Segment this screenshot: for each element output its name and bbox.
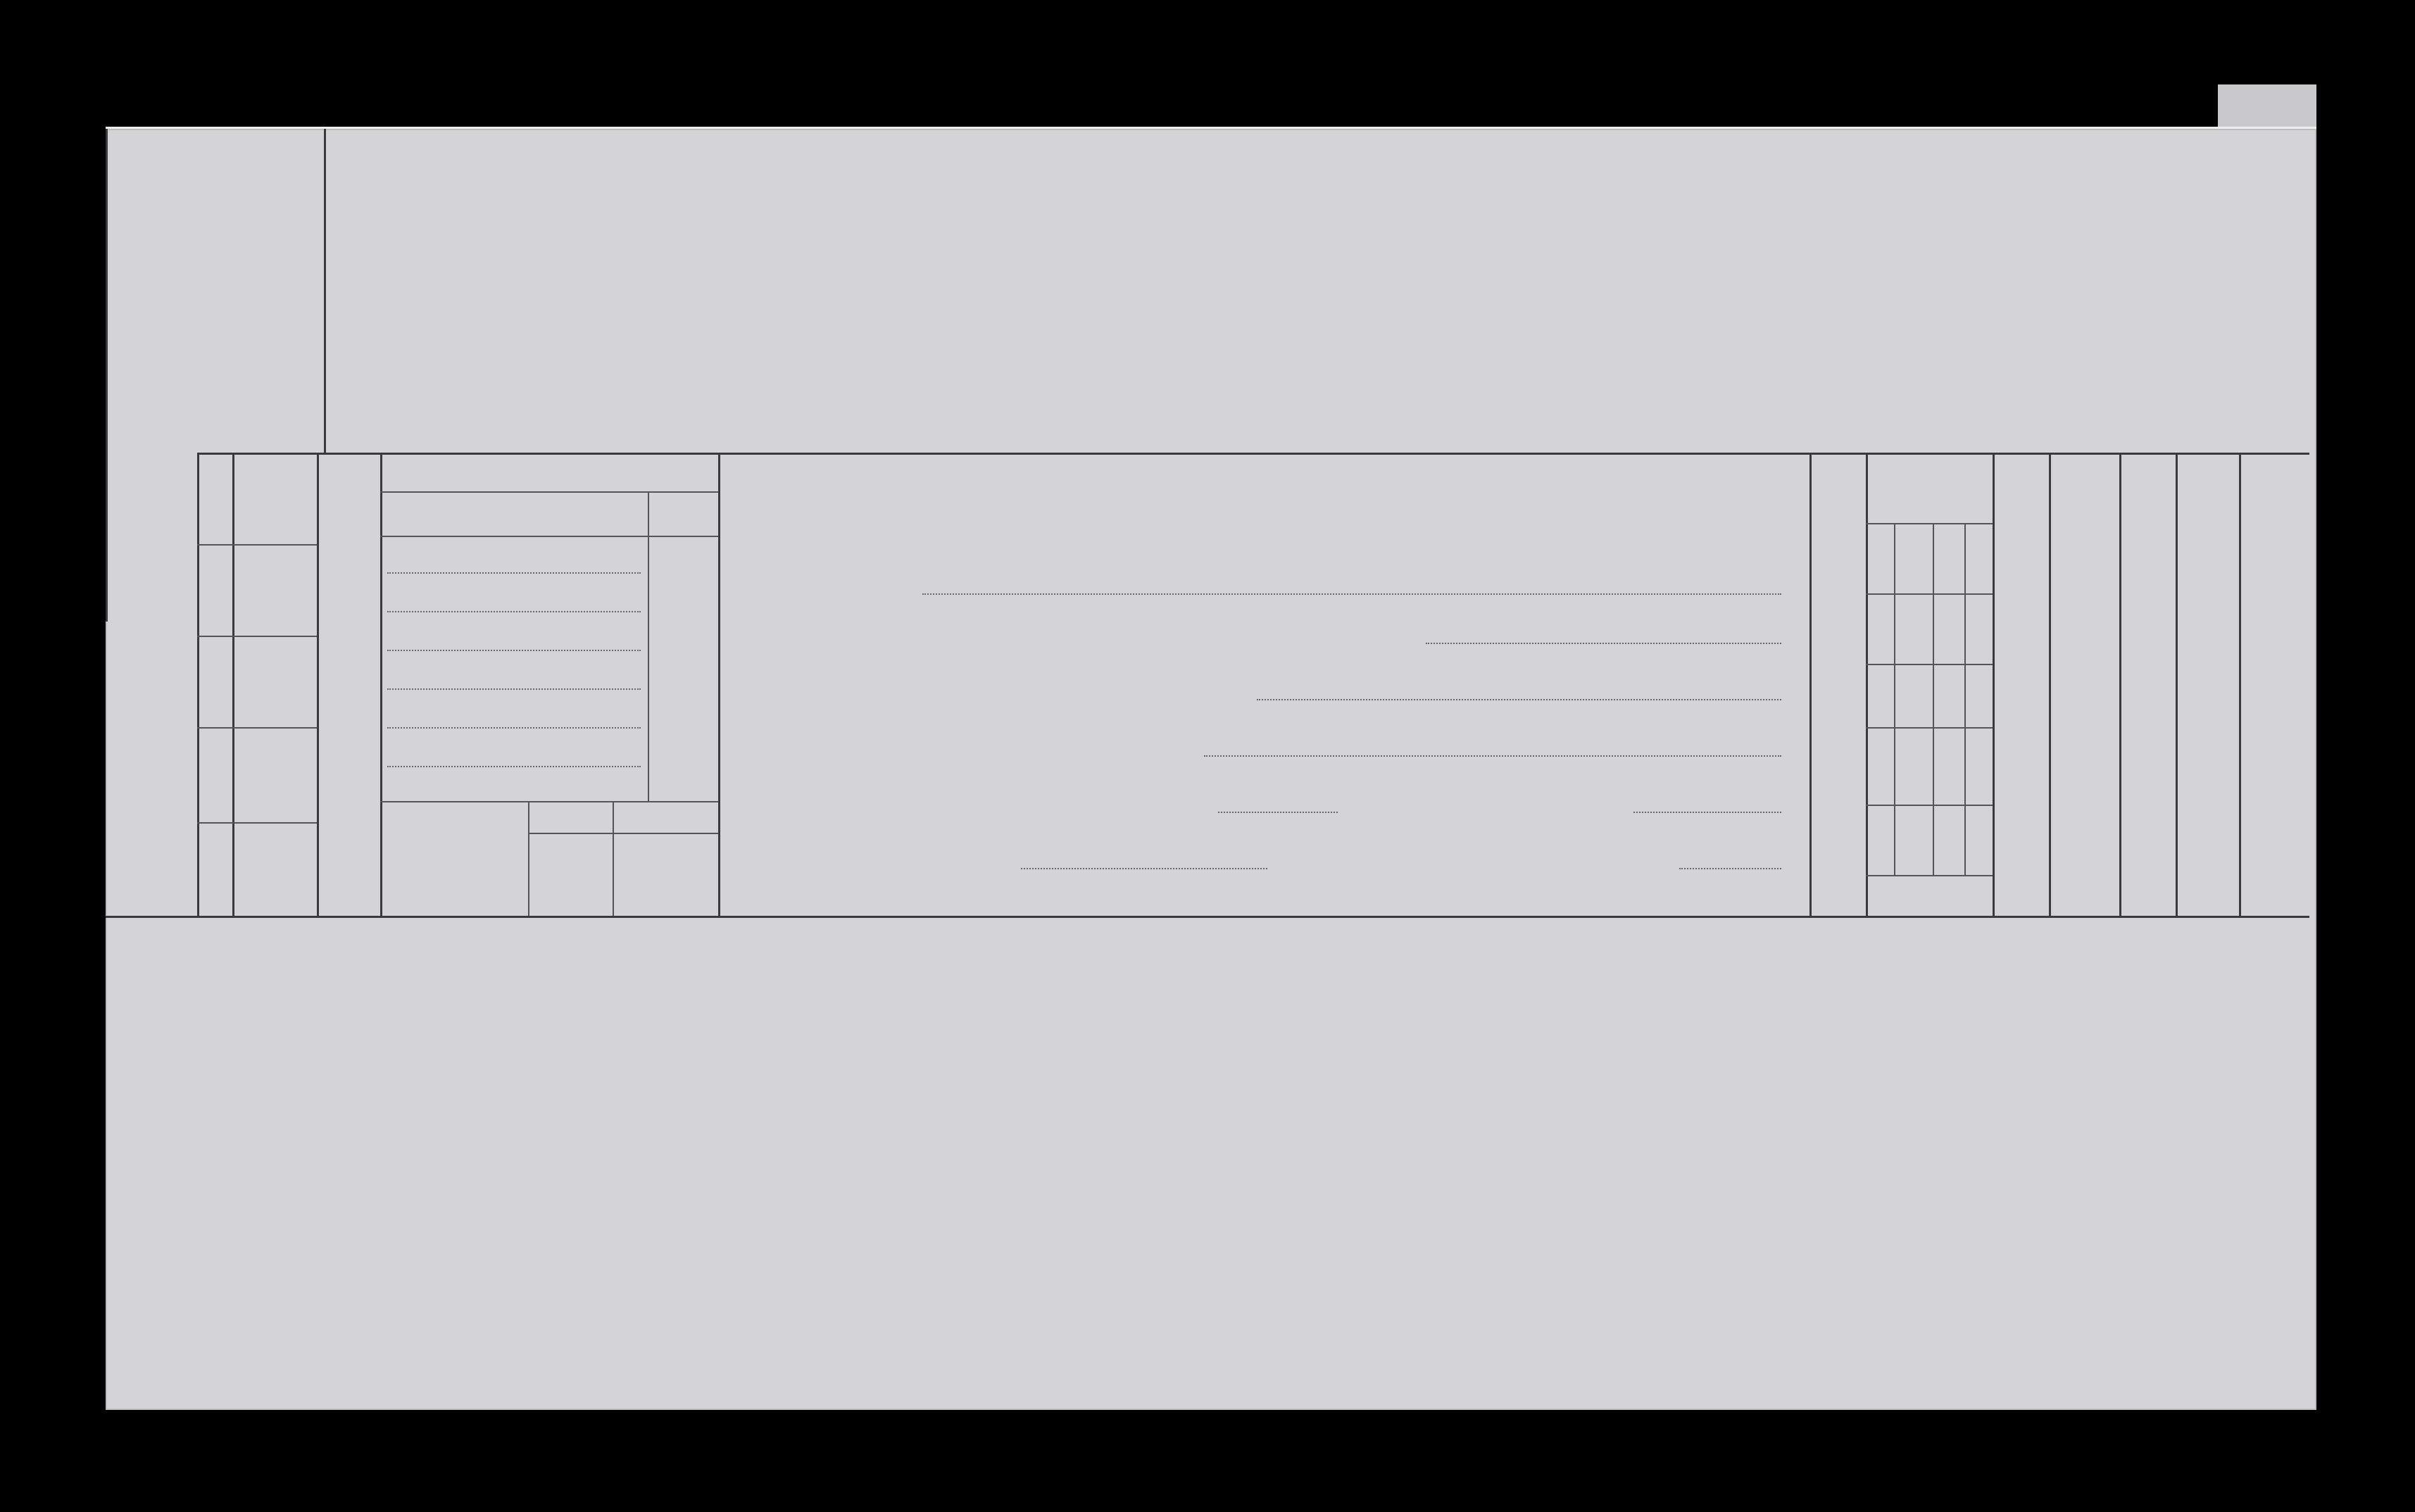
rule <box>1866 875 1993 876</box>
rule <box>197 453 199 916</box>
dotted-line <box>387 650 641 651</box>
dotted-line <box>387 611 641 612</box>
rule <box>1866 593 1993 595</box>
dotted-line <box>387 727 641 729</box>
rule <box>2176 453 2178 916</box>
rule <box>380 491 718 493</box>
dotted-line <box>1257 699 1781 700</box>
dotted-line <box>1218 812 1338 813</box>
rule <box>197 727 317 729</box>
rule <box>380 453 382 916</box>
rule <box>1894 523 1895 875</box>
dotted-line <box>1204 755 1781 757</box>
dotted-line <box>387 766 641 767</box>
rule <box>613 801 614 916</box>
rule <box>528 801 529 916</box>
dotted-line <box>387 688 641 690</box>
rule <box>1866 523 1993 524</box>
rule <box>197 544 317 546</box>
rule <box>1933 523 1934 875</box>
rule <box>317 453 319 916</box>
rule <box>380 536 718 537</box>
rule <box>1993 453 1995 916</box>
dotted-line <box>1021 868 1267 869</box>
rule <box>1964 523 1966 875</box>
rule <box>232 453 234 916</box>
rule <box>106 916 2309 918</box>
dotted-line <box>1633 812 1781 813</box>
rule <box>648 491 649 801</box>
dotted-line <box>922 593 1781 595</box>
census-card <box>106 127 2316 1410</box>
rule <box>197 636 317 637</box>
rule <box>197 822 317 824</box>
rule <box>1809 453 1812 916</box>
rule <box>1866 453 1868 916</box>
rule <box>2049 453 2051 916</box>
dotted-line <box>1679 868 1781 869</box>
rule <box>528 833 718 834</box>
dotted-line <box>387 572 641 574</box>
rule <box>2119 453 2121 916</box>
rule <box>718 453 720 916</box>
rule <box>106 129 108 622</box>
rule <box>2239 453 2241 916</box>
rule <box>324 129 326 453</box>
rule <box>1866 805 1993 806</box>
rule <box>380 801 718 802</box>
rule <box>1866 727 1993 729</box>
dotted-line <box>1426 643 1781 644</box>
rule <box>1866 664 1993 665</box>
